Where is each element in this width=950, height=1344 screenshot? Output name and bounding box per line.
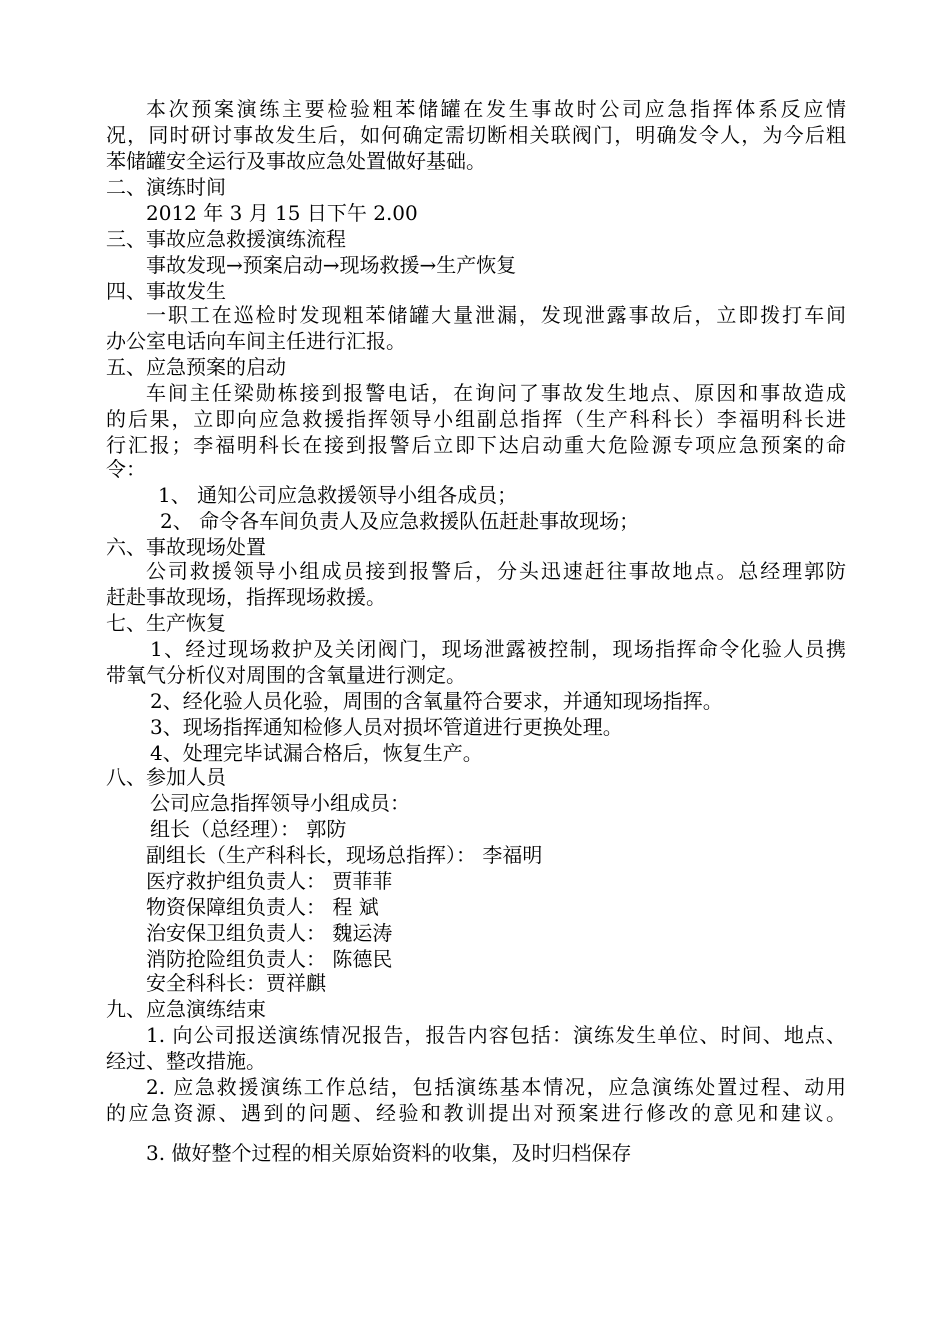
participants-intro: 公司应急指挥领导小组成员： (150, 791, 410, 815)
section4-line-2: 办公室电话向车间主任进行汇报。 (106, 329, 406, 353)
section-heading-3: 三、事故应急救援演练流程 (106, 227, 346, 251)
section-heading-4: 四、事故发生 (106, 279, 226, 303)
section-heading-6: 六、事故现场处置 (106, 535, 266, 559)
participant-supply: 物资保障组负责人： 程 斌 (146, 895, 379, 919)
section5-line-4: 令： (106, 457, 146, 481)
intro-line-2: 况，同时研讨事故发生后，如何确定需切断相关联阀门，明确发令人，为今后粗 (106, 123, 846, 147)
section6-line-2: 赶赴事故现场，指挥现场救援。 (106, 585, 386, 609)
section9-item-1-line-1: 1. 向公司报送演练情况报告，报告内容包括：演练发生单位、时间、地点、 (146, 1023, 846, 1047)
section5-line-2: 的后果，立即向应急救援指挥领导小组副总指挥（生产科科长）李福明科长进 (106, 407, 846, 431)
section7-item-1-line-1: 1、经过现场救护及关闭阀门，现场泄露被控制，现场指挥命令化验人员携 (150, 637, 846, 661)
participant-deputy: 副组长（生产科科长，现场总指挥）： 李福明 (146, 843, 543, 867)
section5-line-1: 车间主任梁勋栋接到报警电话，在询问了事故发生地点、原因和事故造成 (146, 381, 846, 405)
section9-item-2-line-1: 2. 应急救援演练工作总结，包括演练基本情况，应急演练处置过程、动用 (146, 1075, 846, 1099)
section-heading-2: 二、演练时间 (106, 175, 226, 199)
section7-item-4: 4、处理完毕试漏合格后，恢复生产。 (150, 741, 483, 765)
participant-safety: 安全科科长：贾祥麒 (146, 971, 326, 995)
participant-leader: 组长（总经理）： 郭防 (150, 817, 347, 841)
section7-item-3: 3、现场指挥通知检修人员对损坏管道进行更换处理。 (150, 715, 623, 739)
drill-time: 2012 年 3 月 15 日下午 2.00 (146, 201, 418, 225)
section5-line-3: 行汇报；李福明科长在接到报警后立即下达启动重大危险源专项应急预案的命 (106, 433, 846, 457)
drill-flow: 事故发现→预案启动→现场救援→生产恢复 (146, 253, 517, 277)
participant-security: 治安保卫组负责人： 魏运涛 (146, 921, 393, 945)
section4-line-1: 一职工在巡检时发现粗苯储罐大量泄漏，发现泄露事故后，立即拨打车间 (146, 303, 846, 327)
section5-item-2: 2、 命令各车间负责人及应急救援队伍赶赴事故现场； (160, 509, 640, 533)
participant-fire: 消防抢险组负责人： 陈德民 (146, 947, 393, 971)
section7-item-1-line-2: 带氧气分析仪对周围的含氧量进行测定。 (106, 663, 466, 687)
section9-item-1-line-2: 经过、整改措施。 (106, 1049, 266, 1073)
section-heading-7: 七、生产恢复 (106, 611, 226, 635)
section7-item-2: 2、经化验人员化验，周围的含氧量符合要求，并通知现场指挥。 (150, 689, 723, 713)
section-heading-5: 五、应急预案的启动 (106, 355, 286, 379)
section9-item-3: 3. 做好整个过程的相关原始资料的收集，及时归档保存 (146, 1141, 632, 1165)
section9-item-2-line-2: 的应急资源、遇到的问题、经验和教训提出对预案进行修改的意见和建议。 (106, 1101, 846, 1125)
intro-line-3: 苯储罐安全运行及事故应急处置做好基础。 (106, 149, 486, 173)
section-heading-8: 八、参加人员 (106, 765, 226, 789)
participant-medical: 医疗救护组负责人： 贾菲菲 (146, 869, 393, 893)
intro-line-1: 本次预案演练主要检验粗苯储罐在发生事故时公司应急指挥体系反应情 (146, 97, 846, 121)
section6-line-1: 公司救援领导小组成员接到报警后，分头迅速赶往事故地点。总经理郭防 (146, 559, 846, 583)
section-heading-9: 九、应急演练结束 (106, 997, 266, 1021)
section5-item-1: 1、 通知公司应急救援领导小组各成员； (158, 483, 518, 507)
